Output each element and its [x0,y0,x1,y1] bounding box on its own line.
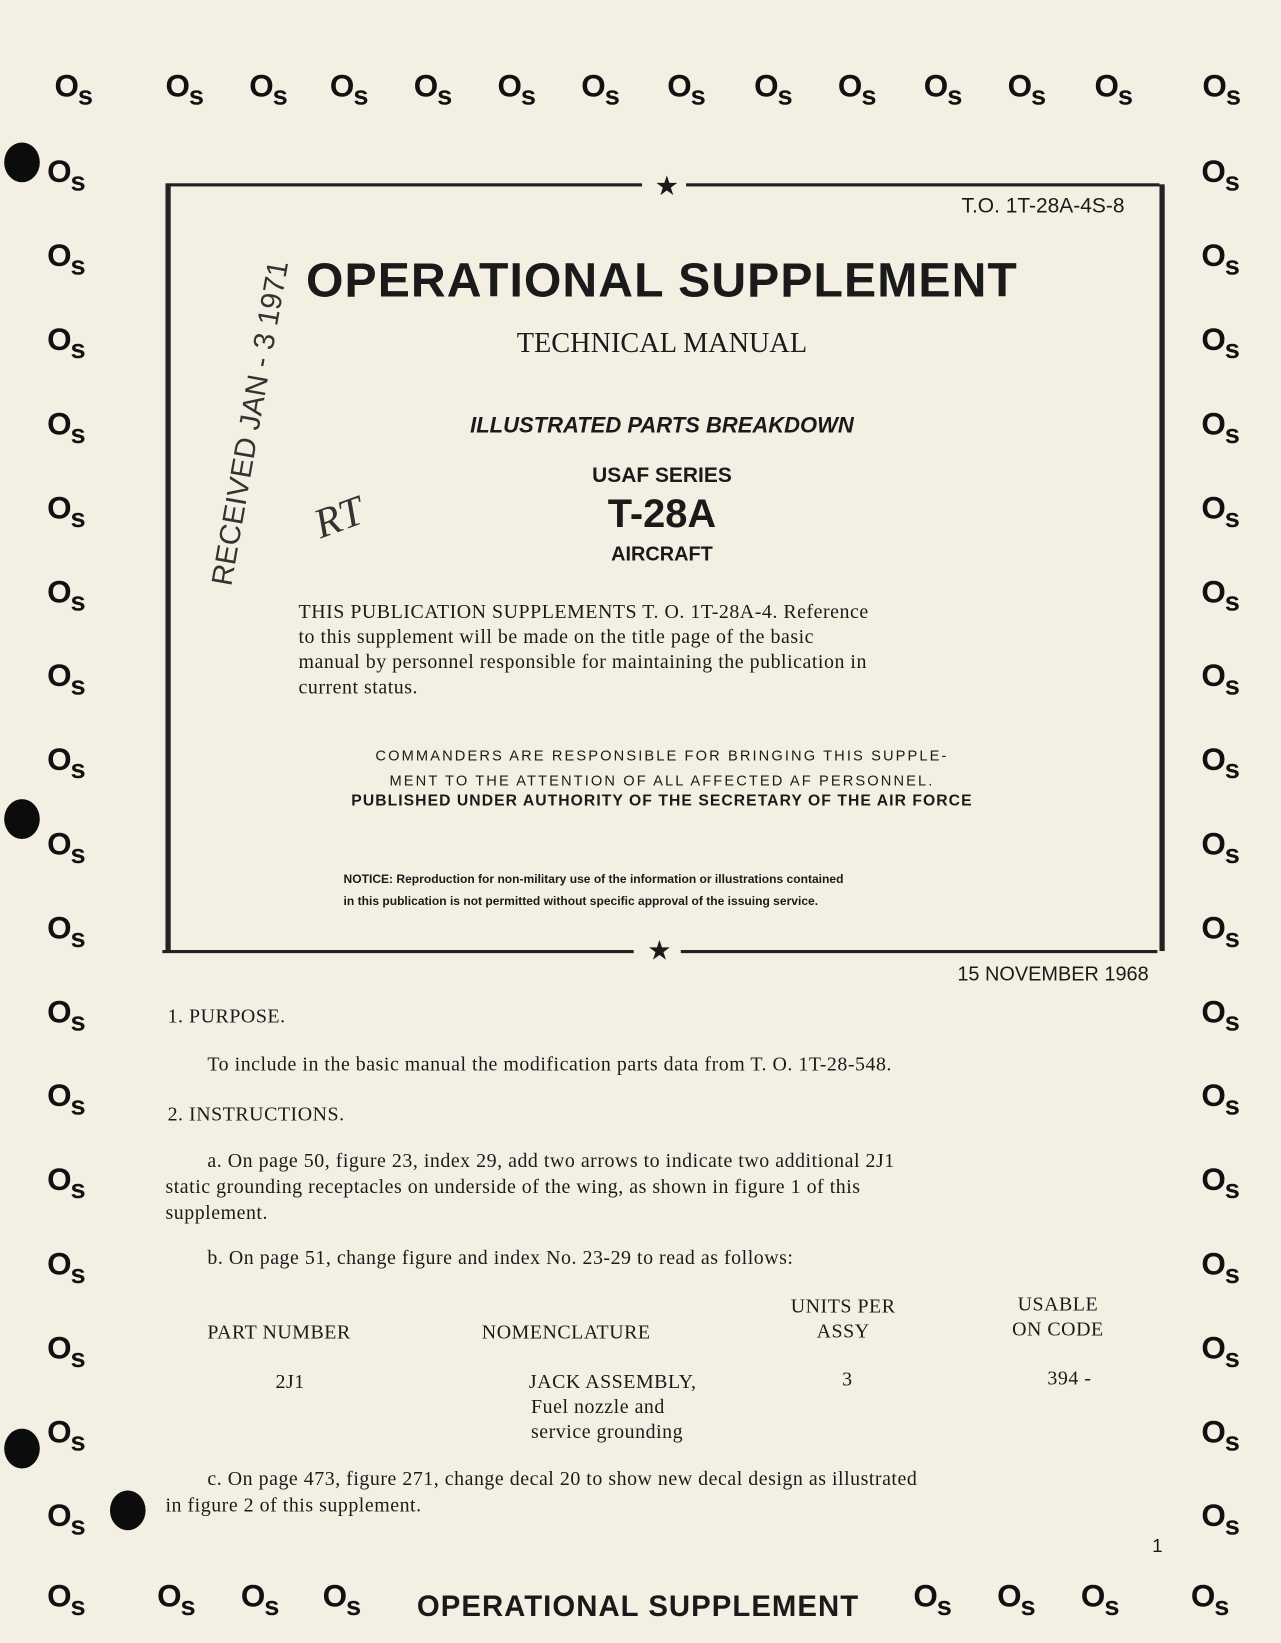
margin-mark: $O_s$ [47,659,85,701]
margin-mark: $O_s$ [1201,1079,1239,1121]
purpose-heading: 1. PURPOSE. [167,1005,286,1028]
margin-mark: $O_s$ [754,69,792,112]
margin-mark: $O_s$ [413,69,452,112]
margin-mark: $O_s$ [581,69,619,112]
header-line: ASSY [816,1320,870,1343]
margin-mark: $O_s$ [47,407,85,449]
divider [165,183,642,186]
margin-mark: $O_s$ [47,239,85,281]
star-icon: ★ [654,170,680,203]
margin-mark: $O_s$ [1007,69,1046,112]
text-line: Fuel nozzle and [531,1396,665,1419]
text-line: JACK ASSEMBLY, [528,1371,697,1394]
note-line: COMMANDERS ARE RESPONSIBLE FOR BRINGING THIS SUPPLE- [375,746,949,764]
margin-mark: $O_s$ [1201,575,1239,617]
margin-mark: $O_s$ [1080,1579,1119,1622]
page-number: 1 [1152,1535,1163,1557]
publication-date: 15 NOVEMBER 1968 [957,963,1149,986]
margin-mark: $O_s$ [1201,1331,1239,1373]
punch-hole [4,1429,40,1469]
margin-mark: $O_s$ [47,995,85,1037]
header-line: USABLE [1017,1293,1099,1316]
margin-mark: $O_s$ [1201,743,1239,785]
margin-mark: $O_s$ [1190,1579,1229,1622]
divider [162,950,633,953]
margin-mark: $O_s$ [47,1579,85,1622]
margin-mark: $O_s$ [1201,911,1239,953]
margin-mark: $O_s$ [1201,1247,1239,1289]
cell-part-number: 2J1 [275,1371,305,1394]
aircraft-label: AIRCRAFT [611,543,713,566]
doc-subtitle: TECHNICAL MANUAL [516,326,808,359]
margin-mark: $O_s$ [47,1247,85,1289]
margin-mark: $O_s$ [47,575,85,617]
margin-mark: $O_s$ [47,911,85,953]
margin-mark: $O_s$ [47,1499,85,1541]
initials-signature: RT [307,486,370,548]
punch-hole [110,1490,146,1530]
margin-mark: $O_s$ [47,827,85,869]
margin-mark: $O_s$ [47,743,85,785]
margin-mark: $O_s$ [1201,659,1239,701]
note-line: MENT TO THE ATTENTION OF ALL AFFECTED AF PERSONNEL. [389,771,935,789]
margin-mark: $O_s$ [47,1079,85,1121]
text-line: supplement. [165,1202,268,1225]
note-line: to this supplement will be made on the title page of the basic [298,626,815,649]
margin-mark: $O_s$ [329,69,368,112]
margin-mark: $O_s$ [667,69,705,112]
margin-mark: $O_s$ [240,1579,279,1622]
margin-mark: $O_s$ [497,69,536,112]
note-line: manual by personnel responsible for maintaining the publication in [298,651,867,674]
col-header-usable [985,1292,1132,1342]
margin-mark: $O_s$ [1201,995,1239,1037]
margin-mark: $O_s$ [47,1163,85,1205]
notice-line: NOTICE: Reproduction for non-military use of the information or illustrations contained [343,873,844,887]
header-line: UNITS PER [790,1295,896,1318]
margin-mark: $O_s$ [47,1331,85,1373]
cell-usable: 394 - [1047,1367,1092,1390]
purpose-text: To include in the basic manual the modification parts data from T. O. 1T-28-548. [207,1053,892,1076]
margin-mark: $O_s$ [47,491,85,533]
margin-mark: $O_s$ [1201,491,1239,533]
margin-mark: $O_s$ [54,69,92,112]
punch-hole [4,799,40,839]
authority: PUBLISHED UNDER AUTHORITY OF THE SECRETARY OF THE AIR FORCE [351,791,973,810]
instruction-b: b. On page 51, change figure and index No. 23-29 to read as follows: [207,1247,794,1270]
received-stamp: RECEIVED JAN - 3 1971 [205,258,295,588]
text-line: c. On page 473, figure 271, change decal 20 to show new decal design as illustrated [207,1468,918,1491]
margin-mark: $O_s$ [1094,69,1133,112]
text-line: static grounding receptacles on underside of the wing, as shown in figure 1 of this [165,1176,861,1199]
margin-mark: $O_s$ [157,1579,195,1622]
doc-title: OPERATIONAL SUPPLEMENT [306,252,1018,307]
col-header-units [765,1295,922,1345]
note-line: THIS PUBLICATION SUPPLEMENTS T. O. 1T-28A-4. Reference [298,601,869,624]
margin-mark: $O_s$ [1201,827,1239,869]
instruction-c [165,1466,917,1518]
text-line: service grounding [531,1421,684,1444]
margin-mark: $O_s$ [1201,155,1239,197]
margin-mark: $O_s$ [1201,323,1239,365]
margin-mark: $O_s$ [1201,239,1239,281]
margin-mark: $O_s$ [997,1579,1035,1622]
punch-hole [4,142,40,182]
cell-units: 3 [842,1368,853,1391]
margin-mark: $O_s$ [47,323,85,365]
series-label: USAF SERIES [592,463,732,488]
instruction-a [165,1148,894,1227]
notice-line: in this publication is not permitted without specific approval of the issuing service. [343,895,819,909]
margin-mark: $O_s$ [322,1579,361,1622]
instructions-heading: 2. INSTRUCTIONS. [167,1103,345,1126]
margin-mark: $O_s$ [913,1579,951,1622]
margin-mark: $O_s$ [1201,1163,1239,1205]
cell-nomenclature [529,1370,697,1445]
to-number: T.O. 1T-28A-4S-8 [961,194,1125,218]
commanders-note [168,743,1157,793]
col-header-part-number: PART NUMBER [207,1321,351,1344]
note-line: current status. [298,676,418,699]
header-line: ON CODE [1012,1318,1104,1341]
margin-mark: $O_s$ [923,69,962,112]
margin-mark: $O_s$ [837,69,876,112]
notice [344,869,844,913]
margin-mark: $O_s$ [249,69,287,112]
col-header-nomenclature: NOMENCLATURE [481,1321,651,1344]
divider [686,183,1159,186]
supplement-note [299,600,869,701]
divider [681,950,1158,953]
margin-mark: $O_s$ [165,69,203,112]
text-line: a. On page 50, figure 23, index 29, add two arrows to indicate two additional 2J1 [207,1150,895,1173]
text-line: in figure 2 of this supplement. [165,1494,422,1517]
margin-mark: $O_s$ [1201,407,1239,449]
margin-mark: $O_s$ [1201,1415,1239,1457]
footer-title: OPERATIONAL SUPPLEMENT [416,1589,860,1623]
margin-mark: $O_s$ [47,1415,85,1457]
star-icon: ★ [647,935,672,967]
margin-mark: $O_s$ [1202,69,1240,112]
aircraft-model: T-28A [607,492,717,537]
margin-mark: $O_s$ [1201,1499,1239,1541]
section-title: ILLUSTRATED PARTS BREAKDOWN [470,413,854,438]
margin-mark: $O_s$ [47,155,85,197]
